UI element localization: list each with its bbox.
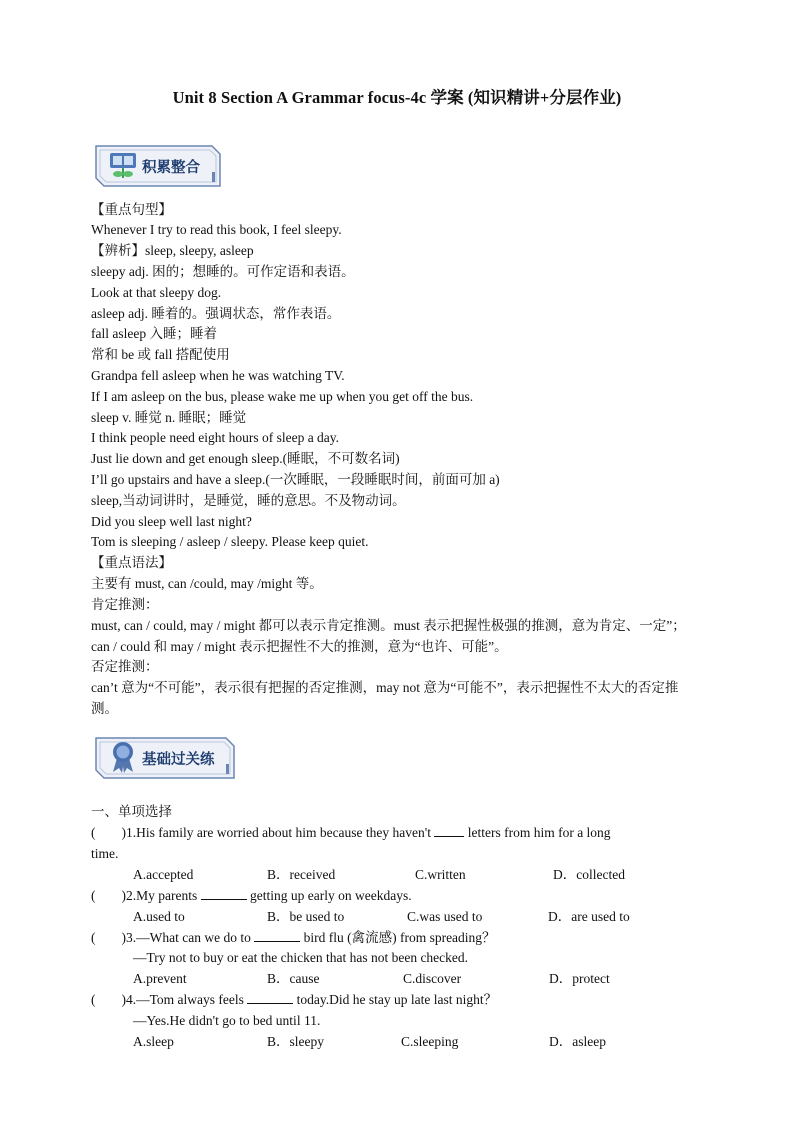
options-row (133, 1032, 606, 1052)
question-continuation: time. (91, 846, 119, 861)
text-line: fall asleep 入睡；睡着 (91, 326, 217, 341)
text-line: Grandpa fell asleep when he was watching TV. (91, 368, 345, 383)
fill-blank[interactable] (434, 823, 464, 837)
question-stem: letters from him for a long (467, 825, 611, 840)
text-line: 主要有 must, can /could, may /might 等。 (91, 576, 323, 591)
option-a[interactable]: A.prevent (133, 971, 187, 986)
text-line: If I am asleep on the bus, please wake me up when you get off the bus. (91, 389, 474, 404)
paragraph-positive: must, can / could, may / might 都可以表示肯定推测。must 表示把握性极强的推测，意为肯定、一定”；can / could 和 may / might 表示把握性不大的推测，意为“也许、可能”。 (91, 618, 686, 654)
question-stem: 3.—What can we do to (126, 930, 251, 945)
paragraph-negative: can’t 意为“不可能”，表示很有把握的否定推测，may not 意为“可能不”，表示把握性不太大的否定推测。 (91, 680, 679, 716)
answer-paren-close: ) (121, 930, 126, 945)
fill-blank[interactable] (201, 886, 247, 900)
question-stem: 1.His family are worried about him because they haven't (126, 825, 431, 840)
medal-icon (108, 740, 138, 774)
question-2 (91, 886, 412, 906)
text-line: 【辨析】sleep, sleepy, asleep (91, 243, 254, 258)
text-line: 常和 be 或 fall 搭配使用 (91, 347, 230, 362)
options-row (133, 969, 610, 989)
text-line: Just lie down and get enough sleep.(睡眠，不可数名词) (91, 451, 400, 466)
text-line: 肯定推测： (91, 597, 159, 612)
dialogue-reply: —Yes.He didn't go to bed until 11. (133, 1013, 321, 1028)
text-line: asleep adj. 睡着的。强调状态，常作表语。 (91, 306, 341, 321)
text-line: Whenever I try to read this book, I feel sleepy. (91, 222, 342, 237)
question-stem: 4.—Tom always feels (126, 992, 244, 1007)
text-line: Did you sleep well last night? (91, 514, 252, 529)
answer-paren-close: ) (121, 992, 126, 1007)
answer-paren-close: ) (121, 825, 126, 840)
text-line: 【重点句型】 (91, 202, 172, 217)
option-d[interactable]: D．asleep (549, 1034, 606, 1049)
option-a[interactable]: A.sleep (133, 1034, 174, 1049)
text-line: sleep v. 睡觉 n. 睡眠；睡觉 (91, 410, 247, 425)
answer-paren-open: ( (91, 930, 96, 945)
question-stem: today.Did he stay up late last night？ (296, 992, 498, 1007)
option-d[interactable]: D．are used to (548, 909, 630, 924)
text-line: I think people need eight hours of sleep a day. (91, 430, 340, 445)
options-row (133, 907, 630, 927)
page-title: Unit 8 Section A Grammar focus-4c 学案 (知识精讲+分层作业) (172, 88, 622, 107)
text-line: Look at that sleepy dog. (91, 285, 222, 300)
badge-label: 积累整合 (142, 160, 200, 176)
text-line: Tom is sleeping / asleep / sleepy. Please keep quiet. (91, 534, 369, 549)
option-c[interactable]: C.sleeping (401, 1034, 459, 1049)
option-b[interactable]: B．sleepy (267, 1034, 324, 1049)
answer-paren-open: ( (91, 992, 96, 1007)
text-line: 【重点语法】 (91, 555, 172, 570)
text-line: 否定推测： (91, 659, 159, 674)
option-b[interactable]: B．cause (267, 971, 320, 986)
answer-paren-close: ) (121, 888, 126, 903)
question-1 (91, 823, 611, 843)
option-c[interactable]: C.discover (403, 971, 462, 986)
section-heading: 一、单项选择 (91, 804, 172, 819)
text-line: I’ll go upstairs and have a sleep.(一次睡眠，一段睡眠时间，前面可加 a) (91, 472, 500, 487)
question-stem: bird flu (禽流感) from spreading？ (303, 930, 496, 945)
option-a[interactable]: A.accepted (133, 867, 194, 882)
options-row (133, 865, 625, 885)
answer-paren-open: ( (91, 888, 96, 903)
badge-label: 基础过关练 (142, 752, 215, 768)
option-a[interactable]: A.used to (133, 909, 185, 924)
question-4 (91, 990, 497, 1010)
question-3 (91, 928, 496, 948)
option-b[interactable]: B．received (267, 867, 336, 882)
option-c[interactable]: C.written (415, 867, 466, 882)
option-d[interactable]: D．collected (553, 867, 625, 882)
section-badge-accumulate (94, 142, 222, 190)
fill-blank[interactable] (254, 928, 300, 942)
answer-paren-open: ( (91, 825, 96, 840)
section-badge-basic (94, 734, 236, 782)
text-line: sleepy adj. 困的；想睡的。可作定语和表语。 (91, 264, 355, 279)
book-plant-icon (108, 150, 138, 182)
option-c[interactable]: C.was used to (407, 909, 483, 924)
dialogue-reply: —Try not to buy or eat the chicken that has not been checked. (133, 950, 469, 965)
text-line: sleep,当动词讲时，是睡觉，睡的意思。不及物动词。 (91, 493, 406, 508)
question-stem: getting up early on weekdays. (250, 888, 412, 903)
question-stem: 2.My parents (126, 888, 198, 903)
option-d[interactable]: D．protect (549, 971, 610, 986)
option-b[interactable]: B．be used to (267, 909, 345, 924)
fill-blank[interactable] (247, 990, 293, 1004)
